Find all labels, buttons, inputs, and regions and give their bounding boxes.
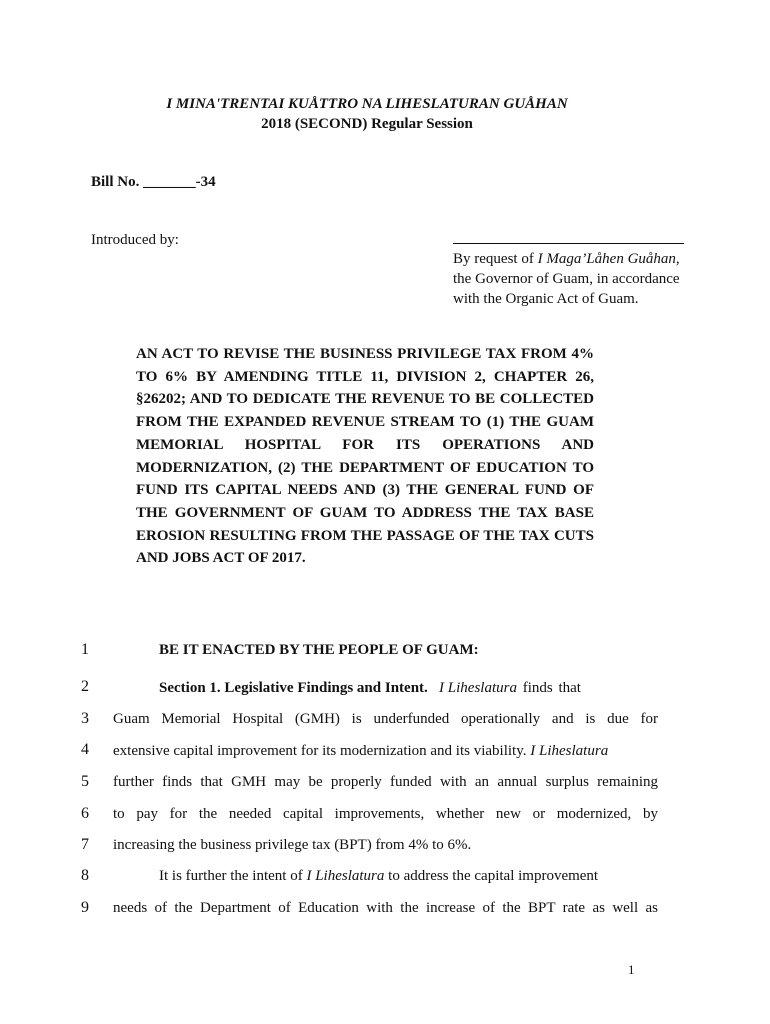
line-number: 7 — [81, 836, 89, 853]
document-header — [0, 94, 734, 134]
line-number: 1 — [81, 641, 89, 658]
section-heading: Section 1. Legislative Findings and Intent. — [159, 680, 428, 696]
act-title: AN ACT TO REVISE THE BUSINESS PRIVILEGE TAX FROM 4% TO 6% BY AMENDING TITLE 11, DIVISION 2, CHAPTER 26, §26202; AND TO DEDICATE THE REVENUE TO BE COLLECTED FROM THE EXPANDED REVENUE STREAM TO (1) THE GUAM MEMORIAL HOSPITAL FOR ITS OPERATIONS AND MODERNIZATION, (2) THE DEPARTMENT OF EDUCATION TO FUND ITS CAPITAL NEEDS AND (3) THE GENERAL FUND OF THE GOVERNMENT OF GUAM TO ADDRESS THE TAX BASE EROSION RESULTING FROM THE PASSAGE OF THE TAX CUTS AND JOBS ACT OF 2017. — [136, 346, 594, 567]
request-line-2: the Governor of Guam, in accordance — [453, 271, 680, 287]
line-number: 8 — [81, 867, 89, 884]
governor-title: I Maga’Låhen Guåhan — [537, 251, 676, 267]
body-line-6: to pay for the needed capital improvements, whether new or modernized, by — [113, 806, 658, 822]
legislature-name: I MINA'TRENTAI KUÅTTRO NA LIHESLATURAN GUÅHAN — [166, 96, 568, 112]
line-number: 6 — [81, 805, 89, 822]
body-line-2: Section 1. Legislative Findings and Intent. I Liheslatura finds that — [159, 680, 581, 696]
body-line-9: needs of the Department of Education with the increase of the BPT rate as well as — [113, 900, 658, 916]
line-number: 2 — [81, 678, 89, 695]
request-line-3: with the Organic Act of Guam. — [453, 291, 639, 307]
request-line-1: By request of I Maga’Låhen Guåhan, — [453, 251, 680, 267]
enacting-clause: BE IT ENACTED BY THE PEOPLE OF GUAM: — [159, 642, 479, 658]
signature-line — [453, 243, 684, 244]
line-number: 9 — [81, 899, 89, 916]
line-number: 4 — [81, 741, 89, 758]
request-block — [453, 249, 715, 309]
introduced-by-label: Introduced by: — [91, 232, 179, 248]
body-line-8: It is further the intent of I Liheslatura to address the capital improvement — [159, 868, 599, 884]
session-name: 2018 (SECOND) Regular Session — [261, 116, 473, 132]
line-number: 3 — [81, 710, 89, 727]
body-line-5: further finds that GMH may be properly funded with an annual surplus remaining — [113, 774, 658, 790]
body-line-4: extensive capital improvement for its modernization and its viability. I Liheslatura — [113, 743, 609, 759]
body-line-7: increasing the business privilege tax (BPT) from 4% to 6%. — [113, 837, 472, 853]
bill-number: Bill No. _______-34 — [91, 174, 216, 190]
page-number: 1 — [628, 962, 635, 977]
line-number: 5 — [81, 773, 89, 790]
body-line-3: Guam Memorial Hospital (GMH) is underfunded operationally and is due for — [113, 711, 658, 727]
